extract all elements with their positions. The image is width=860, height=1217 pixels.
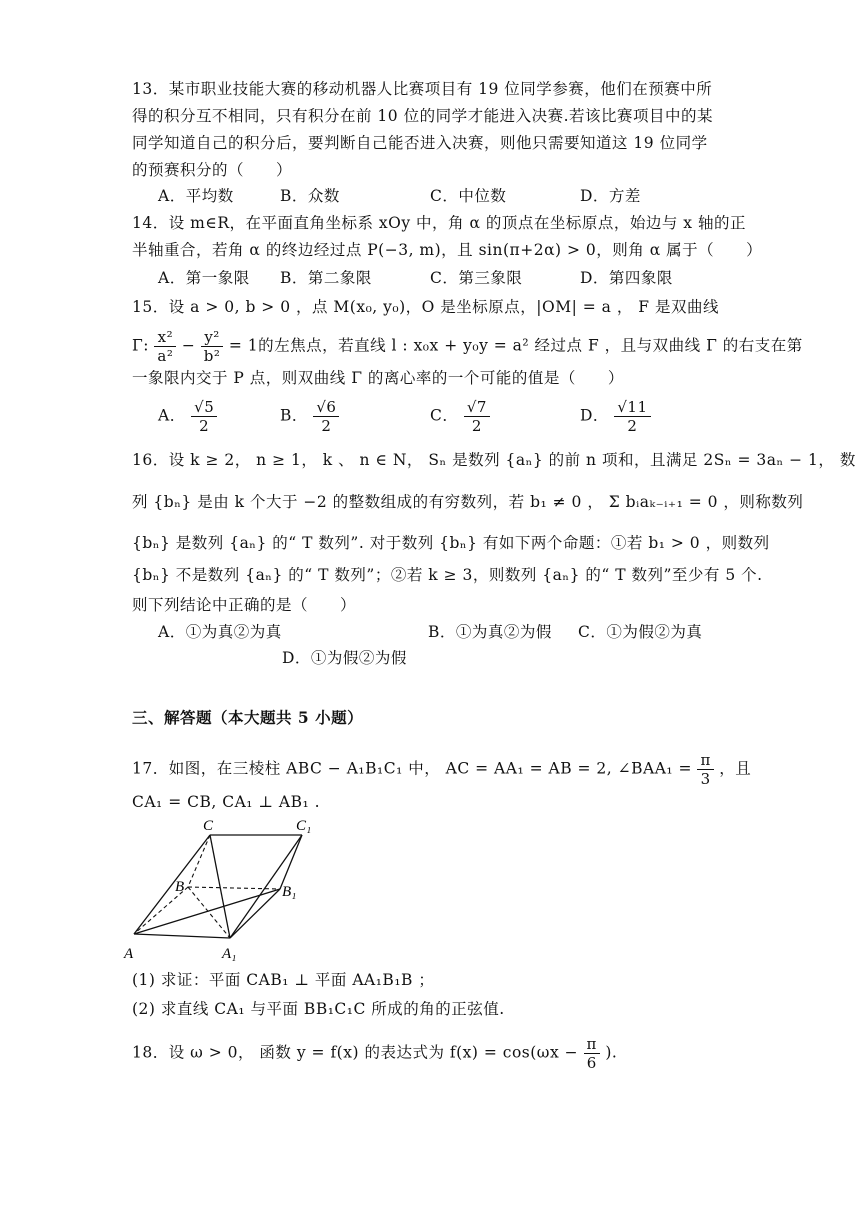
label-c1: C₁ <box>296 818 312 834</box>
q16-line-1: 16．设 k ≥ 2， n ≥ 1， k 、 n ∈ N， Sₙ 是数列 {aₙ} 的前 n 项和，且满足 2Sₙ = 3aₙ − 1， 数 <box>132 451 856 469</box>
q13-option-a: A．平均数 <box>158 187 234 205</box>
q15-line-2-rest: = 1的左焦点，若直线 l : x₀x + y₀y = a² 经过点 F ，且与双曲线 Γ 的右支在第 <box>228 336 803 355</box>
q15-option-d-frac <box>614 398 650 435</box>
q15-option-d-den: 2 <box>627 417 638 435</box>
q15-frac-y-den: b² <box>203 347 221 365</box>
q15-frac-x-num: x² <box>154 328 176 347</box>
label-a1: A₁ <box>222 946 237 962</box>
edge-a-b1 <box>134 889 280 934</box>
q13-option-b: B．众数 <box>280 187 340 205</box>
q15-line-3: 一象限内交于 P 点，则双曲线 Γ 的离心率的一个可能的值是（ ） <box>132 369 624 387</box>
q14-option-c: C．第三象限 <box>430 269 523 287</box>
q15-frac-x <box>154 328 176 365</box>
q15-gamma-prefix: Γ: <box>132 336 149 355</box>
edge-c-a1 <box>210 835 230 938</box>
q15-line-1: 15．设 a > 0, b > 0 ，点 M(x₀, y₀)，O 是坐标原点，|OM| = a ， F 是双曲线 <box>132 298 719 316</box>
q14-option-b: B．第二象限 <box>280 269 372 287</box>
edge-c-b <box>188 835 210 887</box>
q13-option-d: D．方差 <box>580 187 641 205</box>
label-b1: B₁ <box>282 884 297 900</box>
q14-line-1: 14．设 m∈R，在平面直角坐标系 xOy 中，角 α 的顶点在坐标原点，始边与 x 轴的正 <box>132 214 746 232</box>
q15-frac-y <box>201 328 224 365</box>
q15-option-a-den: 2 <box>199 417 210 435</box>
q17-angle-frac-num: π <box>697 751 713 770</box>
label-b: B <box>175 879 185 895</box>
q15-line-2 <box>132 328 803 365</box>
q15-option-b <box>280 398 339 435</box>
section-title: 三、解答题（本大题共 5 小题） <box>132 708 364 727</box>
q15-option-c-den: 2 <box>471 417 482 435</box>
q16-option-c: C．①为假②为真 <box>578 623 703 641</box>
prism-diagram <box>120 812 330 964</box>
q13-option-c: C．中位数 <box>430 187 507 205</box>
q13-line-3: 同学知道自己的积分后，要判断自己能否进入决赛，则他只需要知道这 19 位同学 <box>132 134 708 152</box>
q18-frac-den: 6 <box>586 1054 597 1072</box>
q17-angle-frac-den: 3 <box>700 770 711 788</box>
q16-option-a: A．①为真②为真 <box>158 623 282 641</box>
q15-minus: − <box>181 336 196 355</box>
q18-line-1-text: 18．设 ω > 0， 函数 y = f(x) 的表达式为 f(x) = cos(ωx − <box>132 1043 579 1062</box>
q17-part-2: (2) 求直线 CA₁ 与平面 BB₁C₁C 所成的角的正弦值. <box>132 1000 505 1018</box>
q17-angle-frac <box>697 751 713 788</box>
q15-option-c-letter: C． <box>430 406 459 425</box>
q16-line-4: {bₙ} 不是数列 {aₙ} 的“ T 数列”；②若 k ≥ 3，则数列 {aₙ} 的“ T 数列”至少有 5 个. <box>132 566 763 584</box>
label-c: C <box>203 818 214 834</box>
edge-c-a <box>134 835 210 934</box>
edge-a-a1 <box>134 934 230 938</box>
q15-option-b-den: 2 <box>321 417 332 435</box>
q18-frac <box>584 1035 600 1072</box>
q18-frac-num: π <box>584 1035 600 1054</box>
q15-option-b-num: √6 <box>313 398 339 417</box>
q15-frac-y-num: y² <box>201 328 224 347</box>
q15-option-b-letter: B． <box>280 406 308 425</box>
q14-line-2: 半轴重合，若角 α 的终边经过点 P(−3, m)，且 sin(π+2α) > 0，则角 α 属于（ ） <box>132 241 763 259</box>
q15-option-c-frac <box>464 398 490 435</box>
q15-option-a-num: √5 <box>191 398 217 417</box>
q15-option-a <box>158 398 217 435</box>
q17-part-1: (1) 求证：平面 CAB₁ ⊥ 平面 AA₁B₁B ； <box>132 971 435 989</box>
q15-option-a-letter: A． <box>158 406 186 425</box>
q18-line-1 <box>132 1035 617 1072</box>
q16-line-5: 则下列结论中正确的是（ ） <box>132 596 357 614</box>
q16-line-2: 列 {bₙ} 是由 k 个大于 −2 的整数组成的有穷数列，若 b₁ ≠ 0 ， Σ bᵢaₖ₋ᵢ₊₁ = 0 ，则称数列 <box>132 493 804 511</box>
q15-frac-x-den: a² <box>157 347 174 365</box>
q15-option-c-num: √7 <box>464 398 490 417</box>
label-a: A <box>124 946 134 962</box>
q13-line-2: 得的积分互不相同，只有积分在前 10 位的同学才能进入决赛.若该比赛项目中的某 <box>132 107 714 125</box>
q17-line-1 <box>132 751 751 788</box>
q13-line-4: 的预赛积分的（ ） <box>132 161 293 179</box>
q13-line-1: 13．某市职业技能大赛的移动机器人比赛项目有 19 位同学参赛，他们在预赛中所 <box>132 80 713 98</box>
q15-option-a-frac <box>191 398 217 435</box>
q16-line-3: {bₙ} 是数列 {aₙ} 的“ T 数列”. 对于数列 {bₙ} 有如下两个命题：①若 b₁ > 0 ，则数列 <box>132 534 770 552</box>
q14-option-d: D．第四象限 <box>580 269 673 287</box>
q16-option-b: B．①为真②为假 <box>428 623 552 641</box>
q15-option-d-letter: D． <box>580 406 609 425</box>
q15-option-d <box>580 398 651 435</box>
edge-b-a1 <box>188 887 230 938</box>
q14-option-a: A．第一象限 <box>158 269 250 287</box>
q18-tail: ). <box>605 1043 618 1062</box>
q17-line-2: CA₁ = CB, CA₁ ⊥ AB₁ . <box>132 793 321 811</box>
q17-line-1-tail: ，且 <box>719 759 752 778</box>
q15-option-b-frac <box>313 398 339 435</box>
q15-option-c <box>430 398 490 435</box>
q15-option-d-num: √11 <box>614 398 650 417</box>
q16-option-d: D．①为假②为假 <box>282 649 407 667</box>
q17-line-1-text: 17．如图，在三棱柱 ABC − A₁B₁C₁ 中， AC = AA₁ = AB = 2, ∠BAA₁ = <box>132 759 693 778</box>
